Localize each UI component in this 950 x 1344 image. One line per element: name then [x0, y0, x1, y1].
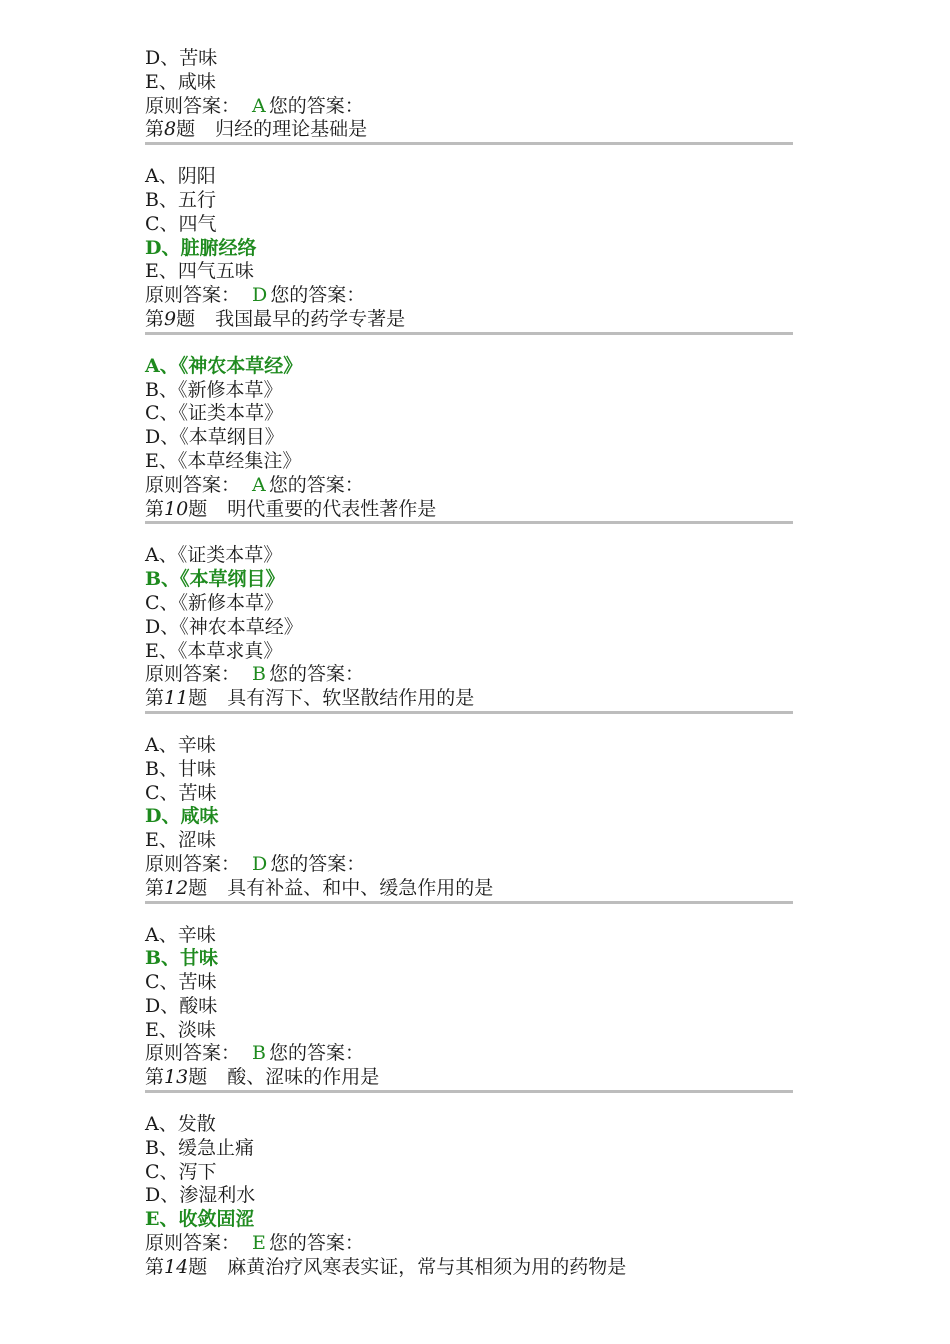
option-c: C、四气	[145, 212, 217, 235]
quiz-page	[145, 47, 793, 1280]
option-d-correct: D、咸味	[145, 805, 219, 828]
option-e: E、《本草求真》	[145, 639, 283, 662]
question-text: 具有泻下、软坚散结作用的是	[227, 687, 475, 710]
option-a: A、阴阳	[145, 165, 216, 188]
option-d: D、苦味	[145, 47, 218, 69]
divider	[145, 1090, 793, 1093]
option-c: C、《证类本草》	[145, 402, 284, 425]
question-text: 麻黄治疗风寒表实证，常与其相须为用的药物是	[227, 1255, 627, 1278]
standard-answer-letter: A	[252, 94, 266, 117]
standard-answer-label: 原则答案：	[145, 94, 241, 117]
divider	[145, 711, 793, 714]
option-e: E、淡味	[145, 1018, 216, 1041]
option-a: A、辛味	[145, 923, 216, 946]
option-a-correct: A、《神农本草经》	[145, 354, 303, 377]
option-b: B、缓急止痛	[145, 1136, 254, 1159]
standard-answer-line: 原则答案： D 您的答案：	[145, 852, 366, 875]
option-c: C、《新修本草》	[145, 591, 284, 614]
question-number: 11	[164, 687, 189, 710]
divider	[145, 142, 793, 145]
standard-answer-line: 原则答案： B 您的答案：	[145, 1042, 364, 1065]
question-number: 13	[164, 1066, 189, 1089]
option-c: C、苦味	[145, 971, 217, 994]
standard-answer-letter: A	[252, 473, 266, 496]
standard-answer-line: 原则答案： B 您的答案：	[145, 663, 364, 686]
question-text: 具有补益、和中、缓急作用的是	[227, 876, 494, 899]
question-title: 第9题 我国最早的药学专著是	[145, 307, 406, 330]
standard-answer-line: 原则答案： D 您的答案：	[145, 284, 366, 307]
option-b: B、五行	[145, 188, 216, 211]
option-a: A、《证类本草》	[145, 544, 283, 567]
question-title: 第12题 具有补益、和中、缓急作用的是	[145, 876, 494, 899]
option-d: D、《神农本草经》	[145, 615, 303, 638]
option-d: D、《本草纲目》	[145, 426, 284, 449]
option-d: D、渗湿利水	[145, 1184, 256, 1207]
question-number: 8	[164, 118, 177, 141]
standard-answer-letter: D	[252, 852, 268, 875]
option-b: B、甘味	[145, 757, 216, 780]
option-a: A、辛味	[145, 733, 216, 756]
standard-answer-line	[145, 95, 793, 119]
option-e: E、咸味	[145, 70, 216, 93]
question-title: 第13题 酸、涩味的作用是	[145, 1066, 380, 1089]
question-title: 第14题 麻黄治疗风寒表实证，常与其相须为用的药物是	[145, 1255, 627, 1278]
divider	[145, 901, 793, 904]
question-text: 明代重要的代表性著作是	[227, 497, 437, 520]
standard-answer-letter: B	[252, 1042, 266, 1065]
divider	[145, 521, 793, 524]
divider	[145, 332, 793, 335]
question-number: 10	[164, 497, 189, 520]
option-c: C、苦味	[145, 781, 217, 804]
option-d: D、酸味	[145, 994, 218, 1017]
standard-answer-letter: B	[252, 663, 266, 686]
option-b: B、《新修本草》	[145, 378, 283, 401]
option-e: E、涩味	[145, 829, 216, 852]
standard-answer-letter: D	[252, 284, 268, 307]
option-e-correct: E、收敛固涩	[145, 1208, 255, 1231]
question-text: 酸、涩味的作用是	[227, 1066, 380, 1089]
option-d-correct: D、脏腑经络	[145, 236, 257, 259]
standard-answer-letter: E	[252, 1232, 266, 1255]
option-b-correct: B、《本草纲目》	[145, 568, 285, 591]
question-number: 9	[164, 307, 177, 330]
question-text: 我国最早的药学专著是	[215, 307, 406, 330]
your-answer-label: 您的答案：	[268, 94, 364, 117]
question-title: 第8题 归经的理论基础是	[145, 118, 368, 141]
option-c: C、泻下	[145, 1160, 217, 1183]
standard-answer-line: 原则答案： E 您的答案：	[145, 1232, 364, 1255]
question-title: 第10题 明代重要的代表性著作是	[145, 497, 437, 520]
option-e: E、《本草经集注》	[145, 449, 302, 472]
question-text: 归经的理论基础是	[215, 118, 368, 141]
question-number: 12	[164, 876, 189, 899]
option-a: A、发散	[145, 1113, 216, 1136]
question-number: 14	[164, 1255, 189, 1278]
question-title: 第11题 具有泻下、软坚散结作用的是	[145, 687, 475, 710]
standard-answer-line: 原则答案： A 您的答案：	[145, 473, 364, 496]
option-e: E、四气五味	[145, 260, 254, 283]
option-b-correct: B、甘味	[145, 947, 219, 970]
